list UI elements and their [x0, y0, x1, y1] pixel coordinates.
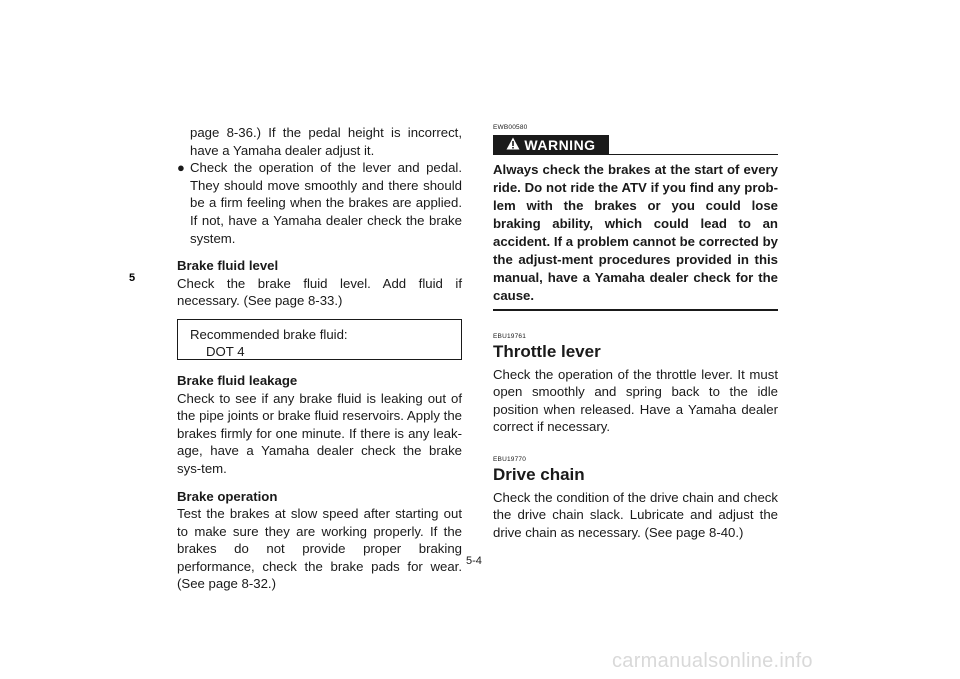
leakage-text: Check to see if any brake fluid is leaking out of the pipe joints or brake fluid reservoirs. Apply the brakes firmly for one minute. If there is any leak-age, have a Yamaha dealer check the brake sys-tem.: [177, 390, 462, 476]
right-column: [493, 124, 778, 542]
operation-heading: Brake operation: [177, 488, 278, 504]
chapter-tab: 5: [129, 272, 136, 284]
throttle-title: Throttle lever: [493, 341, 601, 361]
bullet-icon: ●: [177, 160, 185, 176]
warning-code: EWB00580: [493, 124, 528, 131]
warning-rule: [609, 154, 778, 156]
chain-code: EBU19770: [493, 455, 527, 463]
fluid-level-text: Check the brake fluid level. Add fluid if necessary. (See page 8-33.): [177, 275, 462, 309]
fluid-level-heading: Brake fluid level: [177, 258, 279, 274]
leakage-heading: Brake fluid leakage: [177, 372, 298, 388]
left-column: [177, 124, 462, 593]
intro-continuation: page 8-36.) If the pedal height is incorrect, have a Yamaha dealer adjust it.: [190, 125, 462, 158]
operation-text: Test the brakes at slow speed after starting out to make sure they are working properly. If the brakes do not provide proper braking performance, check the brake pads for wear. (See page 8-32.): [177, 506, 462, 592]
chain-title: Drive chain: [493, 464, 585, 484]
throttle-code: EBU19761: [493, 332, 527, 340]
warning-text: Always check the brakes at the start of every ride. Do not ride the ATV if you find any prob-lem with the brakes or you could lose braking ability, which could lead to an accident. If a problem cannot be corrected by the adjust-ment procedures provided in this manual, have a Yamaha dealer check for the cause.: [493, 162, 778, 303]
spec-value: DOT 4: [206, 343, 245, 359]
watermark: carmanualsonline.info: [612, 650, 813, 672]
warning-triangle-icon: [506, 135, 520, 155]
spec-box: [177, 319, 462, 360]
bullet-text: Check the operation of the lever and pedal. They should move smoothly and there should be a firm feeling when the brakes are applied. If not, have a Yamaha dealer check the brake system.: [190, 160, 462, 246]
chain-text: Check the condition of the drive chain and check the drive chain slack. Lubricate and adjust the drive chain as necessary. (See page 8-40.): [493, 489, 778, 541]
warning-label-box: [493, 135, 609, 155]
page-number: 5-4: [466, 555, 482, 567]
bullet-item: [177, 159, 462, 247]
warning-label: WARNING: [524, 137, 596, 153]
warning-header: [493, 135, 778, 155]
throttle-text: Check the operation of the throttle lever. It must open smoothly and spring back to the idle position when released. Have a Yamaha dealer correct if necessary.: [493, 366, 778, 435]
spec-label: Recommended brake fluid:: [190, 326, 348, 342]
